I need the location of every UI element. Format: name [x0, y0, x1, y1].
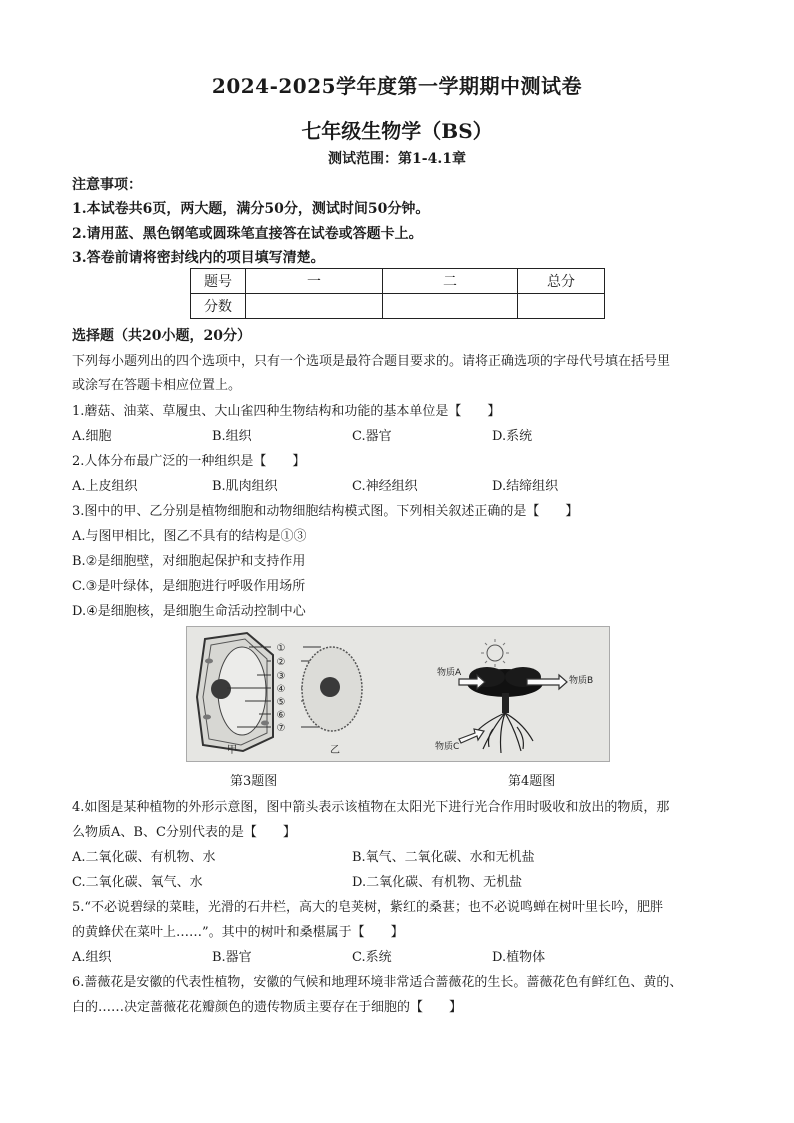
figure-label-2: ②: [276, 657, 286, 668]
score-cell[interactable]: [518, 294, 605, 319]
option-b[interactable]: B.②是细胞壁，对细胞起保护和支持作用: [72, 554, 306, 569]
figure-label-7: ⑦: [276, 723, 286, 734]
option-b[interactable]: B.组织: [212, 429, 252, 444]
question-stem: 2.人体分布最广泛的一种组织是【 】: [72, 454, 306, 469]
option-c[interactable]: C.二氧化碳、氧气、水: [72, 875, 203, 890]
figure-label-5: ⑤: [276, 697, 286, 708]
question-stem: 么物质A、B、C分别代表的是【 】: [72, 825, 296, 840]
sun-icon: [481, 639, 509, 667]
notes-heading: 注意事项：: [72, 177, 142, 193]
option-d[interactable]: D.结缔组织: [492, 479, 559, 494]
option-b[interactable]: B.氧气、二氧化碳、水和无机盐: [352, 850, 535, 865]
question-stem: 白的……决定蔷薇花花瓣颜色的遗传物质主要存在于细胞的【 】: [72, 1000, 463, 1015]
option-c[interactable]: C.神经组织: [352, 479, 418, 494]
substance-c-label: 物质C: [435, 742, 460, 752]
note-item: 2.请用蓝、黑色钢笔或圆珠笔直接答在试卷或答题卡上。: [72, 226, 423, 242]
option-d[interactable]: D.二氧化碳、有机物、无机盐: [352, 875, 523, 890]
score-header-cell: 题号: [191, 269, 246, 294]
substance-a-label: 物质A: [437, 668, 462, 678]
section-instruction: 下列每小题列出的四个选项中，只有一个选项是最符合题目要求的。请将正确选项的字母代号填在括号里: [72, 354, 671, 369]
score-table: [190, 268, 605, 319]
option-a[interactable]: A.组织: [72, 950, 112, 965]
option-c[interactable]: C.器官: [352, 429, 392, 444]
figure-caption-3: 第3题图: [230, 774, 278, 789]
question-stem: 6.蔷薇花是安徽的代表性植物，安徽的气候和地理环境非常适合蔷薇花的生长。蔷薇花色有鲜红色、黄的、: [72, 975, 683, 990]
score-cell[interactable]: [246, 294, 383, 319]
substance-b-label: 物质B: [569, 676, 594, 686]
note-item: 1.本试卷共6页，两大题，满分50分，测试时间50分钟。: [72, 201, 430, 217]
question-stem: 的黄蜂伏在菜叶上……”。其中的树叶和桑椹属于【 】: [72, 925, 404, 940]
cell-label-jia: 甲: [227, 745, 237, 756]
figure-label-3: ③: [276, 671, 286, 682]
score-row-label: 分数: [191, 294, 246, 319]
section-heading: 选择题（共20小题，20分）: [72, 328, 251, 344]
figure-caption-4: 第4题图: [508, 774, 556, 789]
score-header-cell: 一: [246, 269, 383, 294]
option-b[interactable]: B.器官: [212, 950, 252, 965]
option-a[interactable]: A.上皮组织: [72, 479, 138, 494]
option-b[interactable]: B.肌肉组织: [212, 479, 278, 494]
score-header-cell: 总分: [518, 269, 605, 294]
figure-drawing: [187, 627, 609, 761]
question-stem: 1.蘑菇、油菜、草履虫、大山雀四种生物结构和功能的基本单位是【 】: [72, 404, 501, 419]
section-instruction: 或涂写在答题卡相应位置上。: [72, 378, 242, 393]
option-d[interactable]: D.系统: [492, 429, 533, 444]
figure-label-6: ⑥: [276, 710, 286, 721]
exam-title: 2024-2025学年度第一学期期中测试卷: [211, 74, 583, 98]
question-stem: 4.如图是某种植物的外形示意图，图中箭头表示该植物在太阳光下进行光合作用时吸收和放出的物质，那: [72, 800, 670, 815]
animal-cell-diagram: [302, 647, 362, 731]
question-stem: 3.图中的甲、乙分别是植物细胞和动物细胞结构模式图。下列相关叙述正确的是【 】: [72, 504, 579, 519]
figure-label-1: ①: [276, 643, 286, 654]
option-a[interactable]: A.细胞: [72, 429, 112, 444]
exam-subtitle: 七年级生物学（BS）: [301, 119, 493, 143]
note-item: 3.答卷前请将密封线内的项目填写清楚。: [72, 250, 325, 266]
cell-label-yi: 乙: [330, 745, 340, 756]
plant-cell-diagram: [197, 633, 273, 751]
option-a[interactable]: A.二氧化碳、有机物、水: [72, 850, 216, 865]
option-c[interactable]: C.③是叶绿体，是细胞进行呼吸作用场所: [72, 579, 306, 594]
figure-label-4: ④: [276, 684, 286, 695]
score-cell[interactable]: [383, 294, 518, 319]
option-d[interactable]: D.植物体: [492, 950, 546, 965]
question-stem: 5.“不必说碧绿的菜畦，光滑的石井栏，高大的皂荚树，紫红的桑葚；也不必说鸣蝉在树叶里长吟，肥胖: [72, 900, 664, 915]
score-header-cell: 二: [383, 269, 518, 294]
option-d[interactable]: D.④是细胞核，是细胞生命活动控制中心: [72, 604, 306, 619]
test-range: 测试范围：第1-4.1章: [328, 151, 466, 167]
option-c[interactable]: C.系统: [352, 950, 392, 965]
question-figure: [186, 626, 610, 762]
option-a[interactable]: A.与图甲相比，图乙不具有的结构是①③: [72, 529, 307, 544]
